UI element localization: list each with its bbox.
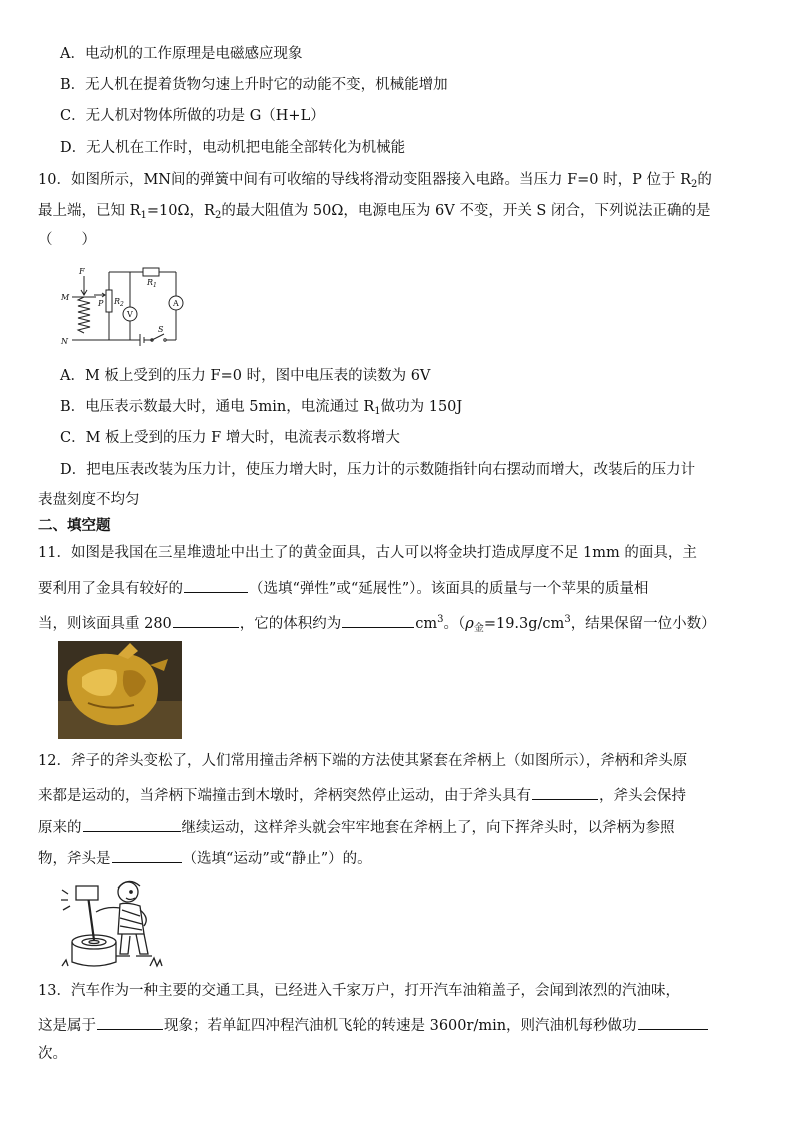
q12-text: ，斧头会保持: [599, 788, 686, 804]
q10-option-b-text: B．电压表示数最大时，通电 5min，电流通过 R: [60, 399, 375, 415]
label-s: S: [158, 325, 164, 334]
label-f: F: [79, 267, 85, 276]
q11-text: ，结果保留一位小数）: [570, 616, 716, 632]
answer-blank[interactable]: [638, 1013, 708, 1030]
q11-line2: [38, 576, 648, 599]
q10-stem-line2: [38, 201, 710, 226]
circuit-diagram: [58, 262, 198, 352]
label-v: V: [127, 310, 133, 319]
q12-text: 来都是运动的，当斧柄下端撞击到木墩时，斧柄突然停止运动，由于斧头具有: [38, 788, 531, 804]
q9-option-a: A．电动机的工作原理是电磁感应现象: [60, 46, 303, 62]
q10-answer-bracket: （ ）: [38, 232, 96, 248]
superscript: 3: [564, 614, 571, 625]
q12-line1: 12．斧子的斧头变松了，人们常用撞击斧柄下端的方法使其紧套在斧柄上（如图所示），斧柄和斧头原: [38, 753, 688, 769]
answer-blank[interactable]: [342, 611, 414, 628]
q11-line1: 11．如图是我国在三星堆遗址中出土了的黄金面具，古人可以将金块打造成厚度不足 1mm 的面具，主: [38, 545, 697, 561]
label-r1: $R_1$: [147, 278, 157, 289]
answer-blank[interactable]: [184, 576, 248, 593]
axe-cartoon: [58, 876, 166, 970]
q10-option-d-line1: D．把电压表改装为压力计，使压力增大时，压力计的示数随指针向右摆动而增大，改装后的压力计: [60, 462, 696, 478]
spring-icon: [78, 297, 90, 333]
q11-text: 要利用了金具有较好的: [38, 581, 183, 597]
q10-text: 10．如图所示，MN间的弹簧中间有可收缩的导线将滑动变阻器接入电路。当压力 F=0 时，P 位于 R: [38, 172, 692, 188]
q10-option-b: [60, 397, 462, 422]
q11-text: 。（: [443, 616, 466, 632]
q12-text: 继续运动，这样斧头就会牢牢地套在斧柄上了，向下挥斧头时，以斧柄为参照: [181, 820, 675, 836]
q9-option-d: D．无人机在工作时，电动机把电能全部转化为机械能: [60, 140, 406, 156]
q11-text: 当，则该面具重 280: [38, 616, 172, 632]
answer-blank[interactable]: [112, 846, 182, 863]
q13-text: 这是属于: [38, 1018, 96, 1034]
q10-text: 最上端，已知 R: [38, 203, 141, 219]
label-m: M: [61, 293, 70, 302]
q11-line3: [38, 610, 716, 639]
q10-option-c: C．M 板上受到的压力 F 增大时，电流表示数将增大: [60, 430, 400, 446]
q12-text: 物，斧头是: [38, 851, 111, 867]
q13-text: 现象；若单缸四冲程汽油机飞轮的转速是 3600r/min，则汽油机每秒做功: [164, 1018, 637, 1034]
rheostat-r2: [106, 290, 112, 312]
label-r2: $R_2$: [114, 297, 124, 308]
label-p: P: [98, 299, 104, 308]
resistor-r1: [143, 268, 159, 276]
subscript: 2: [214, 210, 222, 221]
q12-line2: [38, 783, 686, 806]
q10-option-a: A．M 板上受到的压力 F=0 时，图中电压表的读数为 6V: [60, 368, 431, 384]
gold-mask-image: [58, 641, 182, 739]
label-n: N: [61, 337, 68, 346]
subscript: 2: [691, 179, 698, 190]
q11-text: （选填“弹性”或“延展性”）。该面具的质量与一个苹果的质量相: [249, 581, 649, 597]
subscript: 金: [473, 623, 484, 634]
rho-symbol: ρ: [465, 616, 474, 632]
switch-icon: [152, 334, 164, 340]
q11-text: ，它的体积约为: [239, 616, 342, 632]
q13-line1: 13．汽车作为一种主要的交通工具，已经进入千家万户，打开汽车油箱盖子，会闻到浓烈的汽油味，: [38, 983, 680, 999]
q12-line3: [38, 815, 675, 838]
answer-blank[interactable]: [532, 783, 598, 800]
answer-blank[interactable]: [173, 611, 239, 628]
subscript: 1: [374, 406, 381, 417]
subscript: 1: [140, 210, 147, 221]
density-value: =19.3g/cm: [483, 616, 565, 632]
q12-line4: [38, 846, 372, 869]
q12-text: （选填“运动”或“静止”）的。: [182, 851, 372, 867]
section-title: 二、填空题: [38, 518, 111, 534]
q10-text: 的最大阻值为 50Ω，电源电压为 6V 不变，开关 S 闭合，下列说法正确的是: [221, 203, 711, 219]
q9-option-b: B．无人机在提着货物匀速上升时它的动能不变，机械能增加: [60, 77, 448, 93]
q13-line3: 次。: [38, 1046, 67, 1062]
q11-text: cm: [415, 616, 438, 632]
q12-text: 原来的: [38, 820, 82, 836]
q13-line2: [38, 1013, 709, 1036]
answer-blank[interactable]: [97, 1013, 163, 1030]
answer-blank[interactable]: [83, 815, 181, 832]
q10-text: 的: [697, 172, 712, 188]
q9-option-c: C．无人机对物体所做的功是 G（H+L）: [60, 108, 325, 124]
label-a: A: [173, 299, 179, 308]
q10-option-d-line2: 表盘刻度不均匀: [38, 492, 140, 508]
q10-option-b-text: 做功为 150J: [380, 399, 463, 415]
superscript: 3: [437, 614, 444, 625]
q10-text: =10Ω，R: [146, 203, 215, 219]
q10-stem-line1: [38, 170, 712, 195]
